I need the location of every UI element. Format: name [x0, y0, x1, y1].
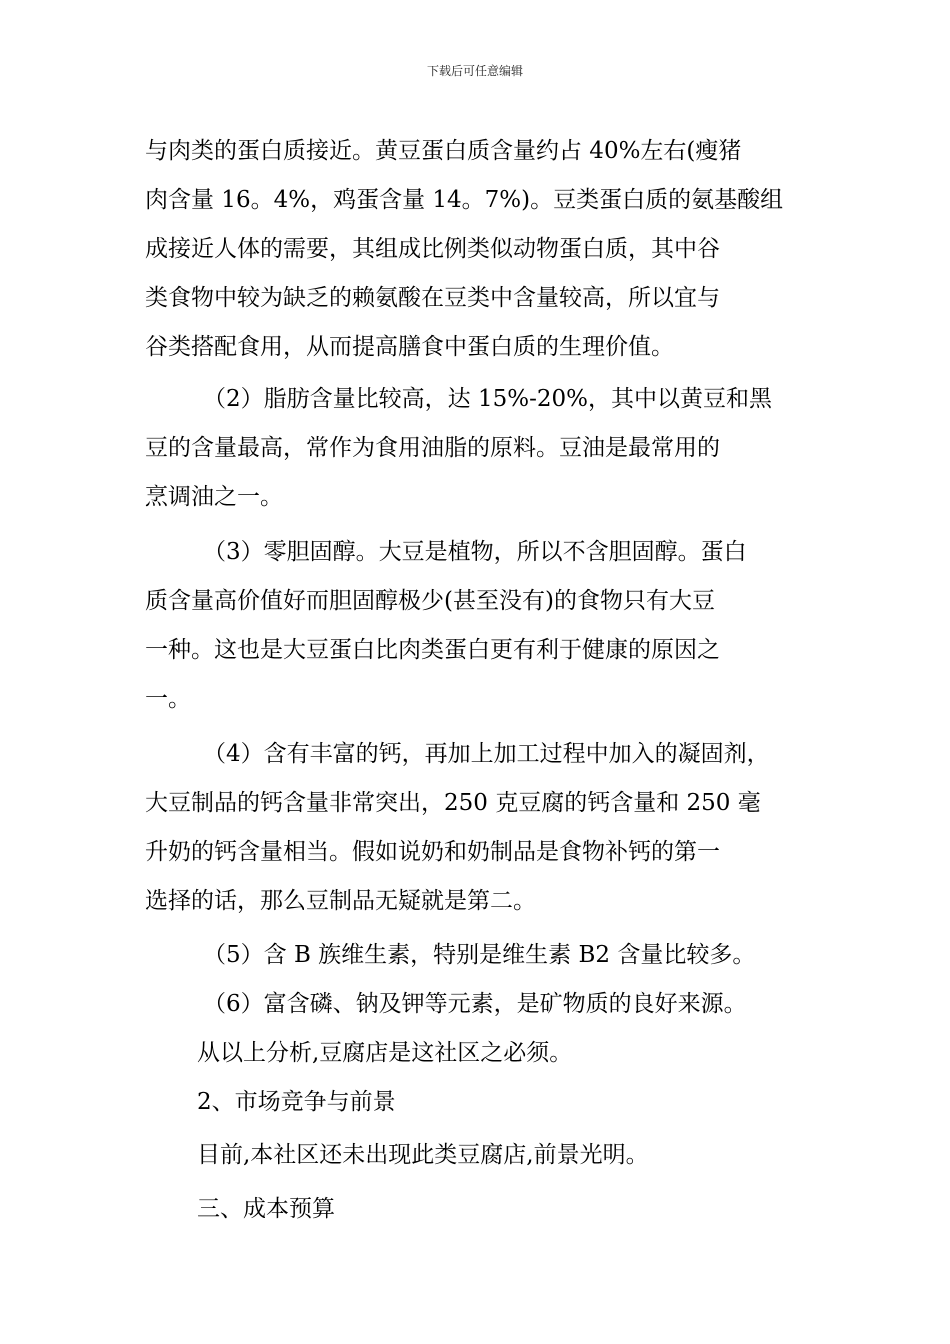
section-heading-market	[145, 1078, 815, 1127]
text-line: 从以上分析,豆腐店是这社区之必须。	[197, 1040, 573, 1066]
text-line: （2）脂肪含量比较高，达 15%-20%，其中以黄豆和黑	[203, 386, 772, 412]
text-line: 谷类搭配食用，从而提高膳食中蛋白质的生理价值。	[145, 334, 674, 360]
paragraph-vitamin-b	[145, 931, 815, 980]
paragraph-conclusion	[145, 1029, 815, 1078]
text-line: 类食物中较为缺乏的赖氨酸在豆类中含量较高，所以宜与	[145, 285, 720, 311]
text-line: 目前,本社区还未出现此类豆腐店,前景光明。	[197, 1142, 649, 1168]
text-line: 与肉类的蛋白质接近。黄豆蛋白质含量约占 40%左右(瘦猪	[145, 138, 742, 164]
page-header: 下载后可任意编辑	[426, 64, 523, 78]
paragraph-minerals	[145, 980, 815, 1029]
text-line: 烹调油之一。	[145, 484, 283, 510]
text-line: （3）零胆固醇。大豆是植物，所以不含胆固醇。蛋白	[203, 539, 747, 565]
paragraph-cholesterol	[145, 528, 815, 724]
paragraph-protein	[145, 127, 815, 372]
text-line: 肉含量 16。4%，鸡蛋含量 14。7%)。豆类蛋白质的氨基酸组	[145, 187, 784, 213]
paragraph-market	[145, 1131, 815, 1180]
text-line: 选择的话，那么豆制品无疑就是第二。	[145, 888, 536, 914]
document-body	[145, 127, 815, 1234]
text-line: 一种。这也是大豆蛋白比肉类蛋白更有利于健康的原因之	[145, 637, 720, 663]
text-line: （4）含有丰富的钙，再加上加工过程中加入的凝固剂，	[203, 741, 770, 767]
text-line: （6）富含磷、钠及钾等元素，是矿物质的良好来源。	[203, 991, 747, 1017]
paragraph-fat	[145, 375, 815, 522]
text-line: 升奶的钙含量相当。假如说奶和奶制品是食物补钙的第一	[145, 839, 720, 865]
text-line: 质含量高价值好而胆固醇极少(甚至没有)的食物只有大豆	[145, 588, 715, 614]
text-line: 成接近人体的需要，其组成比例类似动物蛋白质，其中谷	[145, 236, 720, 262]
paragraph-calcium	[145, 730, 815, 926]
text-line: 大豆制品的钙含量非常突出，250 克豆腐的钙含量和 250 毫	[145, 790, 761, 816]
text-line: （5）含 B 族维生素，特别是维生素 B2 含量比较多。	[203, 942, 756, 968]
section-heading-cost	[145, 1185, 815, 1234]
text-line: 豆的含量最高，常作为食用油脂的原料。豆油是最常用的	[145, 435, 720, 461]
heading-text: 2、市场竞争与前景	[197, 1089, 396, 1115]
text-line: 一。	[145, 686, 191, 712]
heading-text: 三、成本预算	[197, 1196, 335, 1222]
